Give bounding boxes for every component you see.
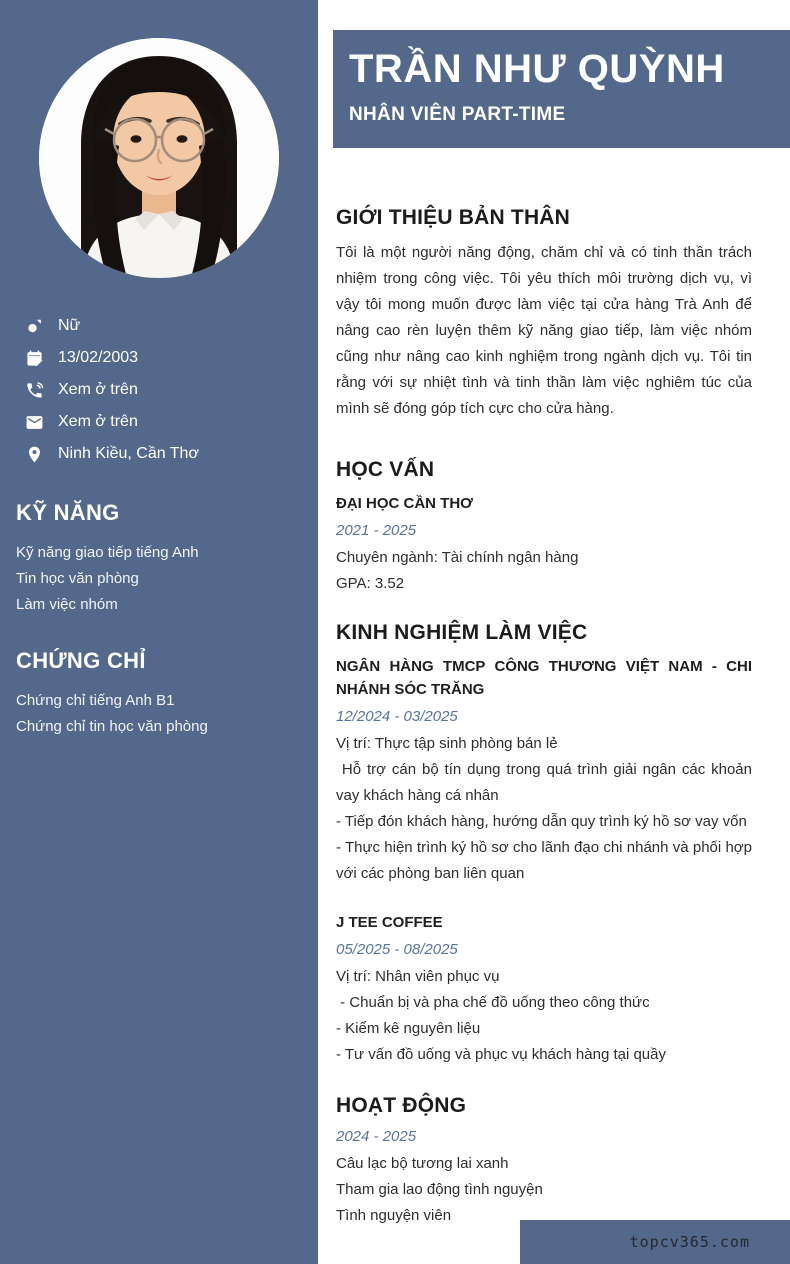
phone-icon — [24, 380, 44, 400]
activity-line: Tình nguyện viên — [336, 1207, 452, 1224]
experience-role: Vị trí: Thực tập sinh phòng bán lẻ — [336, 735, 558, 752]
profile-photo-illustration — [39, 38, 279, 278]
activity-line: Câu lạc bộ tương lai xanh — [336, 1155, 509, 1172]
experience-detail: - Thực hiện trình ký hồ sơ cho lãnh đạo chi nhánh và phối hợp với các phòng ban liên quan — [336, 839, 757, 882]
certificate-item: Chứng chỉ tiếng Anh B1 — [16, 692, 175, 709]
experience-detail: - Tư vấn đồ uống và phục vụ khách hàng tại quầy — [336, 1046, 666, 1063]
watermark-text: topcv365.com — [629, 1233, 750, 1251]
experience-detail: - Tiếp đón khách hàng, hướng dẫn quy trình ký hồ sơ vay vốn — [336, 813, 747, 830]
about-title: GIỚI THIỆU BẢN THÂN — [336, 206, 571, 229]
location-icon — [24, 444, 44, 464]
skills-section — [16, 500, 318, 618]
about-text: Tôi là một người năng động, chăm chỉ và có tinh thần trách nhiệm trong công việc. Tôi yêu thích môi trường dịch vụ, vì vậy tôi mong muốn được làm việc tại cửa hàng Trà Anh để nâng cao rèn luyện thêm kỹ năng giao tiếp, làm việc nhóm cũng như nâng cao kinh nghiệm trong ngành dịch vụ. Tôi tin rằng với sự nhiệt tình và tinh thần làm việc nghiêm túc của mình sẽ đóng góp tích cực cho cửa hàng. — [336, 244, 752, 417]
experience-detail: Hỗ trợ cán bộ tín dụng trong quá trình giải ngân các khoản vay khách hàng cá nhân — [336, 761, 757, 804]
experience-entry — [336, 911, 752, 1068]
activities-section — [336, 1094, 752, 1229]
personal-info-list — [24, 310, 318, 470]
info-item-birthday — [24, 342, 318, 374]
experience-detail: - Chuẩn bị và pha chế đồ uống theo công thức — [336, 994, 650, 1011]
education-section — [336, 458, 752, 597]
info-item-address — [24, 438, 318, 470]
info-value-birthday: 13/02/2003 — [58, 349, 139, 366]
experience-company: NGÂN HÀNG TMCP CÔNG THƯƠNG VIỆT NAM - CHI NHÁNH SÓC TRĂNG — [336, 658, 752, 698]
about-section — [336, 206, 752, 422]
experience-company: J TEE COFFEE — [336, 914, 443, 931]
info-item-gender — [24, 310, 318, 342]
activities-title: HOẠT ĐỘNG — [336, 1094, 467, 1117]
education-gpa: GPA: 3.52 — [336, 575, 405, 592]
info-item-email — [24, 406, 318, 438]
sidebar — [0, 0, 318, 1264]
activities-period: 2024 - 2025 — [336, 1128, 417, 1145]
candidate-job-title: NHÂN VIÊN PART-TIME — [349, 104, 566, 125]
name-header — [333, 30, 790, 148]
education-entry — [336, 492, 752, 597]
certificates-title: CHỨNG CHỈ — [16, 648, 146, 673]
experience-entry — [336, 655, 757, 887]
education-title: HỌC VẤN — [336, 458, 435, 481]
skill-item: Kỹ năng giao tiếp tiếng Anh — [16, 544, 199, 561]
education-major: Chuyên ngành: Tài chính ngân hàng — [336, 549, 579, 566]
experience-period: 12/2024 - 03/2025 — [336, 708, 458, 725]
experience-detail: - Kiểm kê nguyên liệu — [336, 1020, 481, 1037]
certificates-section — [16, 648, 318, 740]
email-icon — [24, 412, 44, 432]
skills-title: KỸ NĂNG — [16, 500, 120, 525]
activity-line: Tham gia lao động tình nguyện — [336, 1181, 543, 1198]
skill-item: Tin học văn phòng — [16, 570, 139, 587]
education-period: 2021 - 2025 — [336, 522, 417, 539]
info-value-email: Xem ở trên — [58, 413, 138, 430]
watermark-banner — [520, 1220, 790, 1264]
info-value-gender: Nữ — [58, 317, 81, 334]
experience-role: Vị trí: Nhân viên phục vụ — [336, 968, 500, 985]
experience-title: KINH NGHIỆM LÀM VIỆC — [336, 621, 588, 644]
main-column — [318, 0, 790, 1229]
calendar-icon — [24, 348, 44, 368]
experience-period: 05/2025 - 08/2025 — [336, 941, 458, 958]
profile-photo — [39, 38, 279, 278]
info-value-phone: Xem ở trên — [58, 381, 138, 398]
candidate-name: TRẦN NHƯ QUỲNH — [349, 47, 725, 91]
gender-icon — [24, 316, 44, 336]
skill-item: Làm việc nhóm — [16, 596, 118, 613]
cv-content — [318, 148, 790, 1229]
info-item-phone — [24, 374, 318, 406]
certificate-item: Chứng chỉ tin học văn phòng — [16, 718, 208, 735]
experience-section — [336, 621, 757, 1068]
education-school: ĐẠI HỌC CẦN THƠ — [336, 495, 473, 512]
info-value-address: Ninh Kiều, Cần Thơ — [58, 445, 199, 462]
